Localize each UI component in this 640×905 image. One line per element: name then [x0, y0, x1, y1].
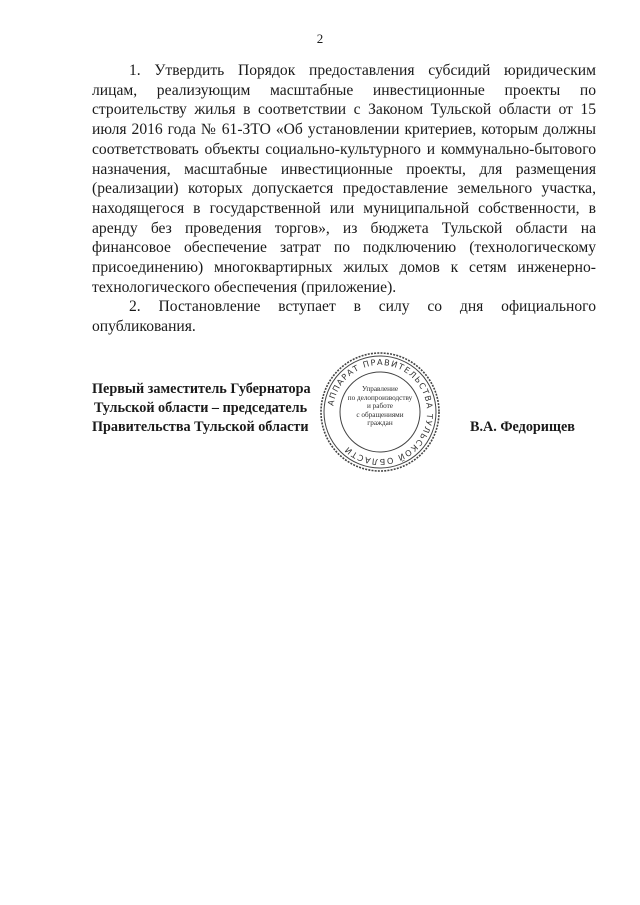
paragraph-2: 2. Постановление вступает в силу со дня официального опубликования.: [92, 298, 596, 336]
signatory-title-line-2: Тульской области – председатель: [94, 400, 308, 416]
document-body: [92, 61, 596, 337]
paragraph-1: 1. Утвердить Порядок предоставления субсидий юридическим лицам, реализующим масштабные инвестиционные проекты по строительству жилья в соответствии с Законом Тульской области от 15 июля 2016 года № 61-ЗТО «Об установлении критериев, которым должны соответствовать объекты социально-культурного и коммунально-бытового назначения, масштабные инвестиционные проекты, для размещения (реализации) которых допускается предоставление земельного участка, находящегося в государственной или муниципальной собственности, в аренду без проведения торгов», из бюджета Тульской области на финансовое обеспечение затрат по подключению (технологическому присоединению) многоквартирных жилых домов к сетям инженерно-технологического обеспечения (приложение).: [92, 62, 596, 296]
seal-center-line-1: Управление: [361, 385, 399, 393]
signatory-title: [92, 380, 311, 437]
signatory-title-line-3: Правительства Тульской области: [92, 419, 309, 435]
signatory-name: В.А. Федорищев: [470, 419, 575, 435]
page-number: 2: [316, 31, 324, 46]
official-seal: [318, 350, 442, 474]
seal-center-line-3: и работе: [367, 402, 393, 411]
seal-center-line-2: по делопроизводству: [347, 393, 413, 402]
seal-center-text: [340, 385, 420, 428]
svg-text:АППАРАТ ПРАВИТЕЛЬСТВА ТУЛЬСКОЙ: АППАРАТ ПРАВИТЕЛЬСТВА ТУЛЬСКОЙ ОБЛАСТИ: [325, 356, 436, 468]
seal-center-line-4: с обращениями: [356, 410, 404, 419]
signatory-title-line-1: Первый заместитель Губернатора: [92, 381, 311, 397]
seal-center-line-5: граждан: [367, 419, 393, 428]
